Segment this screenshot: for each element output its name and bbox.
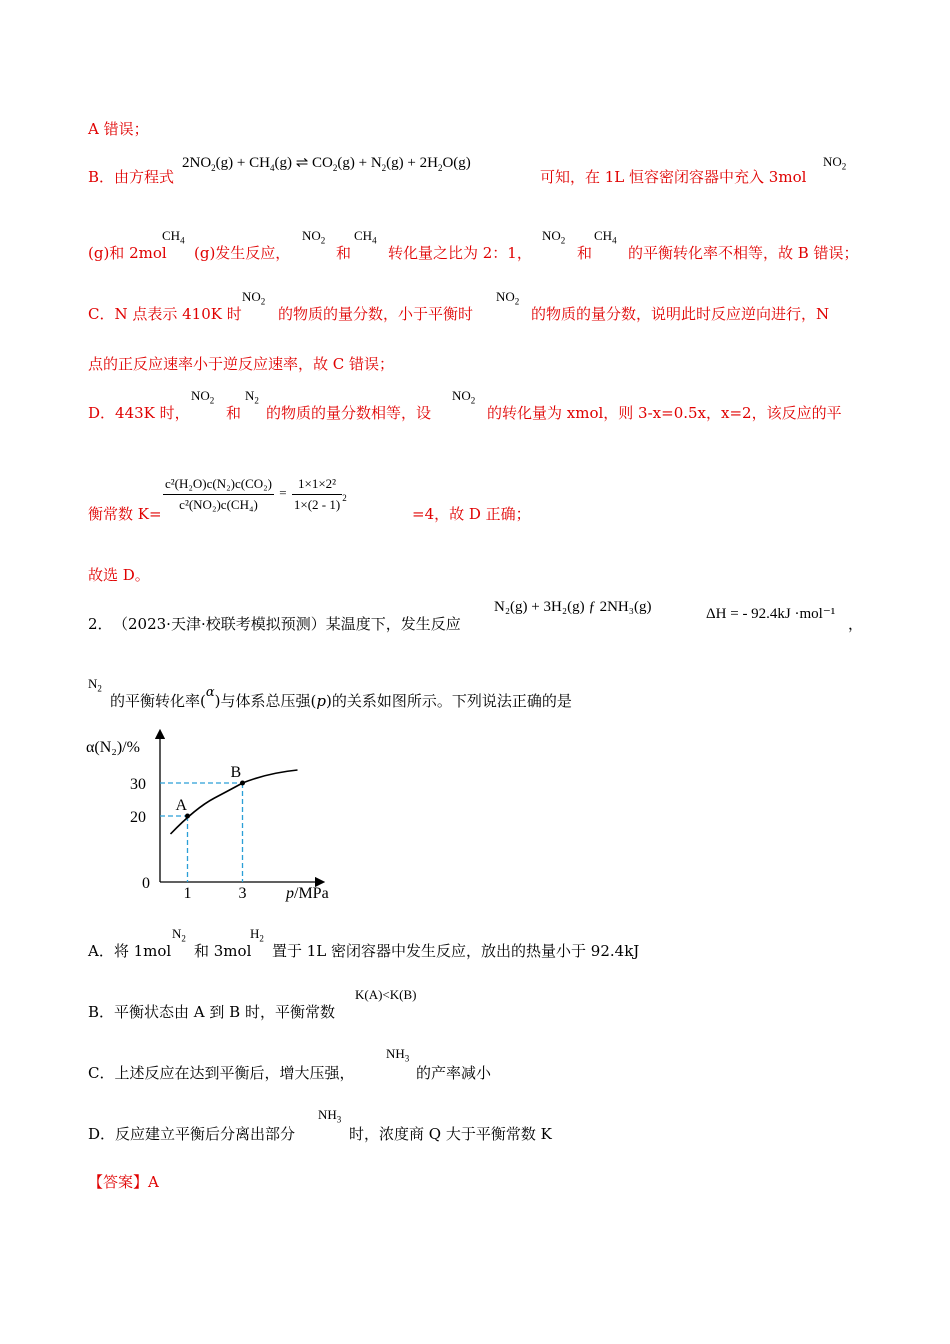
line-d-c: 的转化量为 xmol，则 3-x=0.5x，x=2，该反应的平 xyxy=(487,404,842,422)
line-choose: 故选 D。 xyxy=(88,566,150,584)
formula-no2: $NO_2$ xyxy=(542,228,566,246)
question-line2: 的平衡转化率(α)与体系总压强(p)的关系如图所示。下列说法正确的是 xyxy=(110,685,572,710)
point-label-b: B xyxy=(230,764,242,781)
line-c-c: 的物质的量分数，说明此时反应逆向进行，N xyxy=(531,305,830,323)
line-d-a: D．443K 时， xyxy=(88,404,190,422)
formula-k-compare: K(A)<K(B) xyxy=(355,987,417,1002)
formula-n2: $N_2$ xyxy=(88,676,102,694)
x-tick-label: 1 xyxy=(183,885,192,902)
line-b-prefix: B．由方程式 xyxy=(88,168,175,186)
line-k-suffix: =4，故 D 正确； xyxy=(412,505,531,523)
formula-ch4: $CH_4$ xyxy=(594,228,617,246)
equilibrium-constant-formula: $\frac{\text{c²(H₂O)c(N₂)c(CO₂)}}{\text{c²(NO₂)c(CH₄)}}$ = $\frac{\text{1×1×2²}}{1\times(2 - 1)}$ $_2$ xyxy=(165,476,347,512)
line-d-and: 和 xyxy=(226,404,242,422)
line3-d: 的平衡转化率不相等，故 B 错误； xyxy=(628,244,859,262)
formula-nh3: $NH_3$ xyxy=(318,1107,342,1125)
y-axis-label: α(N₂)/% xyxy=(86,739,140,756)
line3-b: (g)发生反应， xyxy=(194,244,291,262)
formula-no2: $NO_2$ xyxy=(242,289,266,307)
option-d-end: 时，浓度商 Q 大于平衡常数 K xyxy=(349,1125,552,1143)
equation-b: $2NO_2(g) + CH_4(g)$ ⇌ $CO_2(g) + N_2(g) + 2H_2O(g)$ xyxy=(182,155,471,173)
alpha-symbol: α xyxy=(205,685,215,700)
y-tick-label: 30 xyxy=(130,776,146,793)
option-c-end: 的产率减小 xyxy=(416,1064,492,1082)
line-d-b: 的物质的量分数相等，设 xyxy=(266,404,432,422)
conversion-pressure-chart xyxy=(80,722,360,907)
line-b-suffix: 可知，在 1L 恒容密闭容器中充入 3mol xyxy=(540,168,807,186)
line-c-b: 的物质的量分数，小于平衡时 xyxy=(278,305,474,323)
line3-c: 转化量之比为 2：1， xyxy=(388,244,532,262)
formula-no2: $NO_2$ xyxy=(496,289,520,307)
point-a xyxy=(185,814,190,819)
question-enthalpy: ΔH = - 92.4kJ ·mol⁻¹ xyxy=(706,606,836,622)
option-b[interactable]: B．平衡状态由 A 到 B 时，平衡常数 xyxy=(88,1003,335,1021)
line-k-prefix: 衡常数 K= xyxy=(88,505,162,523)
x-axis-label: p/MPa xyxy=(286,885,329,902)
question-number: 2． xyxy=(88,615,113,633)
option-a-end: 置于 1L 密闭容器中发生反应，放出的热量小于 92.4kJ xyxy=(272,942,640,960)
answer: 【答案】A xyxy=(88,1173,159,1191)
option-c[interactable]: C．上述反应在达到平衡后，增大压强， xyxy=(88,1064,355,1082)
formula-n2: $N_2$ xyxy=(245,388,259,406)
point-b xyxy=(240,781,245,786)
y-tick-label: 20 xyxy=(130,809,146,826)
point-label-a: A xyxy=(175,797,188,814)
option-a-mid: 和 3mol xyxy=(194,942,252,960)
formula-no2: $NO_2$ xyxy=(302,228,326,246)
formula-no2: $NO_2$ xyxy=(823,154,847,172)
option-a[interactable]: A．将 1mol xyxy=(88,942,172,960)
formula-ch4: $CH_4$ xyxy=(354,228,377,246)
line3-and: 和 xyxy=(336,244,352,262)
formula-nh3: $NH_3$ xyxy=(386,1046,410,1064)
formula-h2: $H_2$ xyxy=(250,926,264,944)
formula-no2: $NO_2$ xyxy=(191,388,215,406)
formula-n2: $N_2$ xyxy=(172,926,186,944)
line3-a: (g)和 2mol xyxy=(88,244,167,262)
line-c-a: C．N 点表示 410K 时 xyxy=(88,305,242,323)
question-source: （2023·天津·校联考模拟预测）某温度下，发生反应 xyxy=(113,615,461,633)
line-a-error: A 错误； xyxy=(88,120,149,138)
x-tick-label: 3 xyxy=(238,885,247,902)
line3-and2: 和 xyxy=(577,244,593,262)
question-comma: ， xyxy=(848,615,864,633)
formula-ch4: $CH_4$ xyxy=(162,228,185,246)
line-c-2: 点的正反应速率小于逆反应速率，故 C 错误； xyxy=(88,355,395,373)
option-d[interactable]: D．反应建立平衡后分离出部分 xyxy=(88,1125,296,1143)
formula-no2: $NO_2$ xyxy=(452,388,476,406)
origin-label: 0 xyxy=(142,875,150,892)
question-equation: N₂(g) + 3H₂(g) ƒ 2NH₃(g) xyxy=(494,599,652,615)
